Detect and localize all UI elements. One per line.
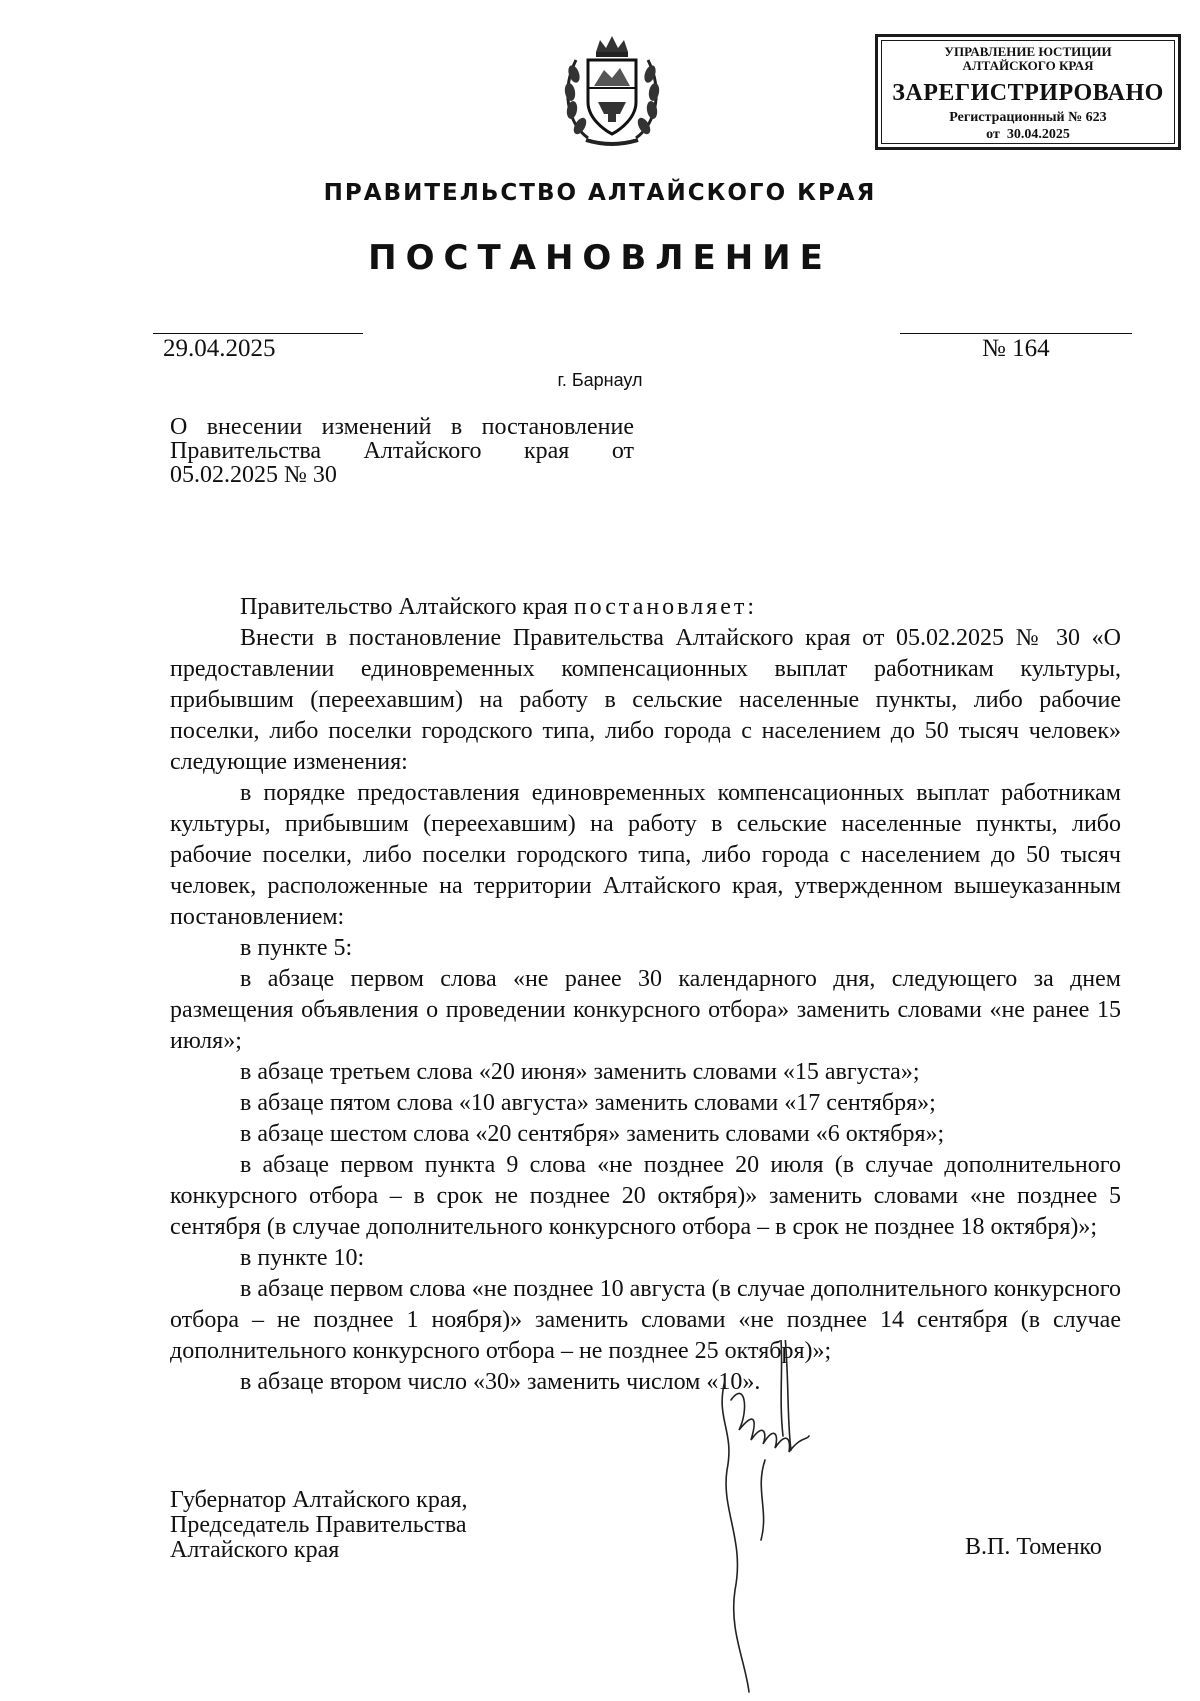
body-paragraph: в абзаце первом слова «не позднее 10 августа (в случае дополнительного конкурсного отбора – не позднее 1 ноября)» заменить словами «не позднее 14 сентября (в случае дополнительного конкурсного отбора – не позднее 25 октября)»; (170, 1276, 1121, 1364)
subject-line: Правительства Алтайского края от (170, 438, 634, 464)
body-paragraph: в абзаце пятом слова «10 августа» заменить словами «17 сентября»; (240, 1090, 936, 1116)
document-number: № 164 (982, 335, 1050, 362)
signatory-position (170, 1488, 468, 1563)
stamp-authority-region: АЛТАЙСКОГО КРАЯ (962, 58, 1094, 73)
stamp-date: от 30.04.2025 (986, 127, 1070, 142)
subject-line: О внесении изменений в постановление (170, 414, 634, 440)
coat-of-arms-icon (558, 30, 666, 150)
stamp-authority: УПРАВЛЕНИЕ ЮСТИЦИИ (944, 44, 1112, 59)
document-date: 29.04.2025 (163, 335, 276, 362)
document-subject (170, 415, 634, 487)
registration-stamp (875, 34, 1181, 150)
body-paragraph: в абзаце шестом слова «20 сентября» заменить словами «6 октября»; (240, 1121, 945, 1147)
handwritten-signature-icon (705, 1340, 845, 1696)
document-body (170, 592, 1121, 1398)
body-paragraph: в абзаце первом слова «не ранее 30 календарного дня, следующего за днем размещения объявления о проведении конкурсного отбора» заменить словами «не ранее 15 июля»; (170, 966, 1121, 1054)
body-intro (170, 592, 1121, 623)
position-line: Алтайского края (170, 1537, 340, 1563)
stamp-status: ЗАРЕГИСТРИРОВАНО (892, 80, 1164, 106)
body-paragraph: в абзаце третьем слова «20 июня» заменить словами «15 августа»; (240, 1059, 920, 1085)
stamp-registration-number: Регистрационный № 623 (949, 110, 1107, 125)
intro-resolves: постановляет: (573, 594, 758, 620)
position-line: Председатель Правительства (170, 1512, 467, 1538)
body-paragraph: в абзаце первом пункта 9 слова «не позднее 20 июля (в случае дополнительного конкурсного отбора – в срок не позднее 20 октября)» заменить словами «не позднее 5 сентября (в случае дополнительного конкурсного отбора – в срок не позднее 18 октября)»; (170, 1152, 1121, 1240)
intro-text: Правительство Алтайского края (240, 594, 574, 620)
body-paragraph: в абзаце втором число «30» заменить числом «10». (240, 1369, 761, 1395)
signatory-name: В.П. Томенко (965, 1534, 1102, 1560)
body-paragraph: в пункте 5: (240, 935, 353, 961)
body-paragraph: в пункте 10: (240, 1245, 365, 1271)
body-paragraph: Внести в постановление Правительства Алтайского края от 05.02.2025 № 30 «О предоставлении единовременных компенсационных выплат работникам культуры, прибывшим (переехавшим) на работу в сельские населенные пункты, либо рабочие поселки, либо поселки городского типа, либо города с населением до 50 тысяч человек» следующие изменения: (170, 625, 1121, 775)
document-type-title: ПОСТАНОВЛЕНИЕ (368, 238, 832, 278)
body-paragraph: в порядке предоставления единовременных компенсационных выплат работникам культуры, прибывшим (переехавшим) на работу в сельские населенные пункты, либо рабочие поселки, либо поселки городского типа, либо города с населением до 50 тысяч человек, расположенные на территории Алтайского края, утвержденном вышеуказанным постановлением: (170, 780, 1121, 930)
document-city: г. Барнаул (557, 370, 643, 390)
position-line: Губернатор Алтайского края, (170, 1487, 468, 1513)
government-title: ПРАВИТЕЛЬСТВО АЛТАЙСКОГО КРАЯ (323, 180, 877, 206)
subject-line: 05.02.2025 № 30 (170, 462, 337, 488)
